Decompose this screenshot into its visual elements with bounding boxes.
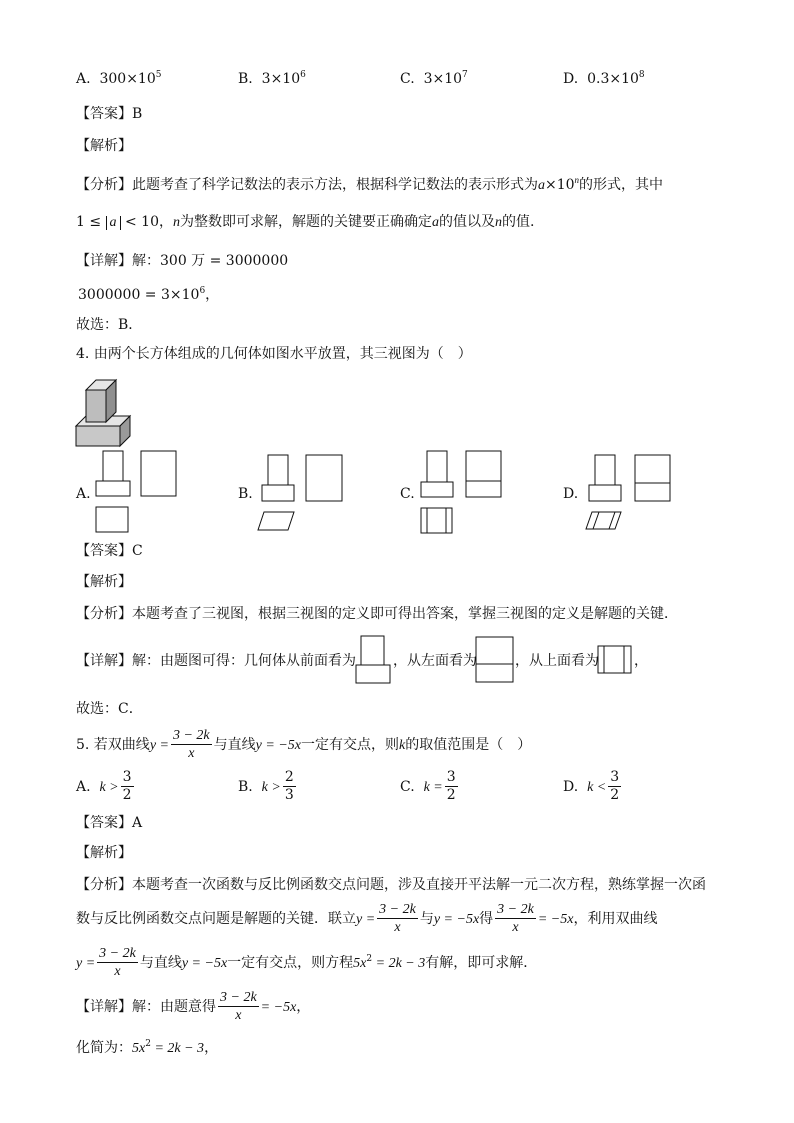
q3-option-b: B. $3\times 10^6$: [238, 70, 306, 87]
q4-detail-text1: 【详解】解：由题图可得：几何体从前面看为: [76, 653, 356, 669]
q4-option-d-views: [584, 455, 674, 535]
q5-detail-line1: 【详解】解：由题意得 $\frac{3 - 2k}{x}$ = −5x，: [76, 990, 311, 1024]
q4-answer: 【答案】C: [76, 543, 143, 559]
q3-option-d: D. $0.3\times 10^8$: [563, 70, 645, 87]
q5-analysis-line2: 数与反比例函数交点问题是解题的关键．联立y = $\frac{3 - 2k}{x}$ 与y = −5x得 $\frac{3 - 2k}{x}$ = −5x，利用双曲线: [76, 902, 658, 936]
q4-stem: 4. 由两个长方体组成的几何体如图水平放置，其三视图为（ ）: [76, 346, 472, 362]
q4-solid-figure: [76, 370, 136, 450]
q3-analysis-line1: 【分析】此题考查了科学记数法的表示方法，根据科学记数法的表示形式为$a\times 10^n$的形式，其中: [76, 175, 664, 193]
front-view-figure: [355, 636, 391, 684]
left-view-figure: [475, 636, 515, 684]
q4-detail-text2: ，从左面看为: [393, 653, 477, 669]
q5-jiexi-heading: 【解析】: [76, 845, 132, 861]
q4-option-b-label: B.: [238, 486, 253, 502]
q3-detail-line1: 【详解】解：300 万 = 3000000: [76, 253, 289, 269]
q5-option-c: C. k = $\frac{3}{2}$: [400, 769, 456, 804]
q5-stem: 5. 若双曲线y = $\frac{3 - 2k}{x}$ 与直线y = −5x一定有交点，则k的取值范围是（ ）: [76, 728, 532, 762]
q3-conclusion: 故选：B．: [76, 317, 143, 333]
q4-option-c-views: [420, 451, 510, 536]
q3-option-c: C. $3\times 10^7$: [400, 70, 468, 87]
q4-detail-text3: ，从上面看为: [515, 653, 599, 669]
q3-answer: 【答案】B: [76, 106, 143, 122]
top-view-figure: [597, 645, 633, 675]
option-label: A.: [76, 71, 91, 87]
q4-detail-text4: ，: [634, 653, 648, 669]
q5-simplify-line: 化简为：$5x^2 = 2k - 3$，: [76, 1039, 219, 1056]
fraction: $\frac{3 - 2k}{x}$: [172, 728, 210, 762]
q5-analysis-line3: y = $\frac{3 - 2k}{x}$ 与直线y = −5x一定有交点，则方程$5x^2 = 2k - 3$有解，即可求解．: [76, 946, 538, 980]
q4-analysis: 【分析】本题考查了三视图，根据三视图的定义即可得出答案，掌握三视图的定义是解题的关键．: [76, 606, 678, 622]
q5-option-b: B. k > $\frac{2}{3}$: [238, 769, 294, 804]
q3-analysis-line2: 1 ≤ a < 10，n为整数即可求解，解题的关键要正确确定a的值以及n的值.: [76, 214, 535, 230]
q5-answer: 【答案】A: [76, 815, 143, 831]
q5-option-a: A. k > $\frac{3}{2}$: [76, 769, 132, 804]
q4-jiexi-heading: 【解析】: [76, 574, 132, 590]
q5-option-d: D. k < $\frac{3}{2}$: [563, 769, 620, 804]
q4-conclusion: 故选：C．: [76, 701, 143, 717]
q4-option-d-label: D.: [563, 486, 579, 502]
q5-analysis-line1: 【分析】本题考查一次函数与反比例函数交点问题，涉及直接开平法解一元二次方程，熟练掌握一次函: [76, 877, 706, 893]
q4-option-b-views: [258, 455, 348, 535]
q3-detail-line2: $3000000 = 3\times 10^6$，: [78, 286, 220, 303]
q4-option-c-label: C.: [400, 486, 415, 502]
abs-a: a: [106, 216, 121, 230]
q4-option-a-label: A.: [76, 486, 91, 502]
q4-option-a-views: [95, 451, 185, 536]
q3-option-a: A. $300\times 10^5$: [76, 70, 162, 87]
q3-jiexi-heading: 【解析】: [76, 138, 132, 154]
